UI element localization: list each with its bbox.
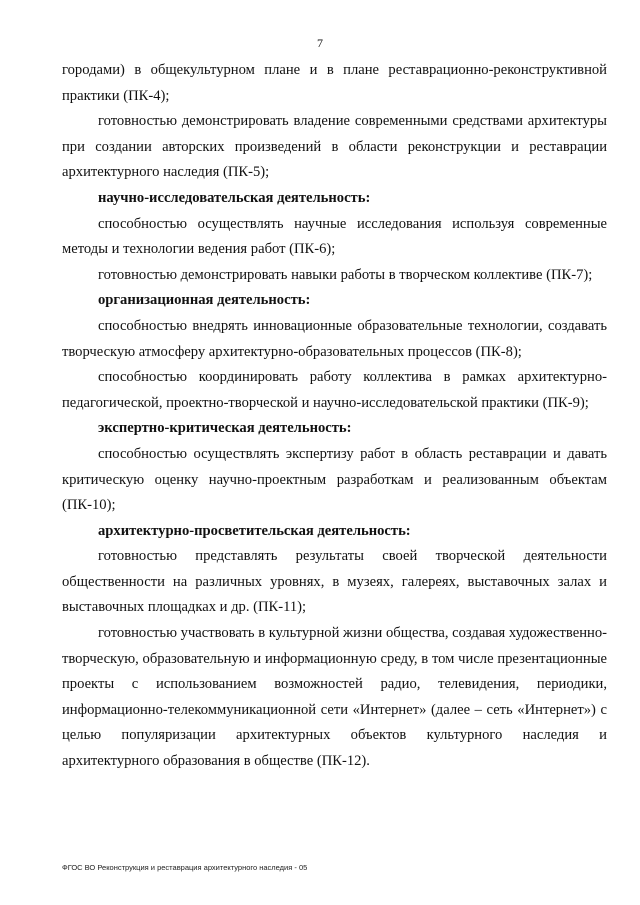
- paragraph-pk5: готовностью демонстрировать владение современными средствами архитектуры при создании авторских произведений в области реконструкции и реставрации архитектурного наследия (ПК-5);: [62, 113, 607, 181]
- page-number: 7: [317, 36, 323, 50]
- paragraph-pk7: готовностью демонстрировать навыки работы в творческом коллективе (ПК-7);: [98, 266, 593, 283]
- heading-organizational: организационная деятельность:: [98, 292, 311, 309]
- paragraph-pk12: готовностью участвовать в культурной жизни общества, создавая художественно-творческую, образовательную и информационную среду, в том числе презентационные проекты с использованием возможностей радио, телевидения, периодики, информационно-телекоммуникационной сети «Интернет» (далее – сеть «Интернет») с целью популяризации архитектурных объектов культурного наследия и архитектурного образования в обществе (ПК-12).: [62, 625, 607, 770]
- heading-research: научно-исследовательская деятельность:: [98, 189, 371, 206]
- document-body: [62, 58, 607, 775]
- paragraph-pk9: способностью координировать работу коллектива в рамках архитектурно-педагогической, проектно-творческой и научно-исследовательской практики (ПК-9);: [62, 369, 607, 411]
- paragraph-pk8: способностью внедрять инновационные образовательные технологии, создавать творческую атмосферу архитектурно-образовательных процессов (ПК-8);: [62, 317, 607, 360]
- paragraph-pk10: способностью осуществлять экспертизу работ в область реставрации и давать критическую оценку научно-проектным разработкам и реализованным объектам (ПК-10);: [62, 445, 607, 514]
- page-footer: ФГОС ВО Реконструкция и реставрация архитектурного наследия - 05: [62, 863, 308, 872]
- paragraph-pk6: способностью осуществлять научные исследования используя современные методы и технологии ведения работ (ПК-6);: [62, 215, 607, 258]
- paragraph-pk4-continuation: городами) в общекультурном плане и в плане реставрационно-реконструктивной практики (ПК-4);: [62, 62, 607, 104]
- heading-educational: архитектурно-просветительская деятельность:: [98, 522, 411, 539]
- heading-expert-critical: экспертно-критическая деятельность:: [98, 420, 352, 437]
- paragraph-pk11: готовностью представлять результаты своей творческой деятельности общественности на различных уровнях, в музеях, галереях, выставочных залах и выставочных площадках и др. (ПК-11);: [62, 548, 607, 616]
